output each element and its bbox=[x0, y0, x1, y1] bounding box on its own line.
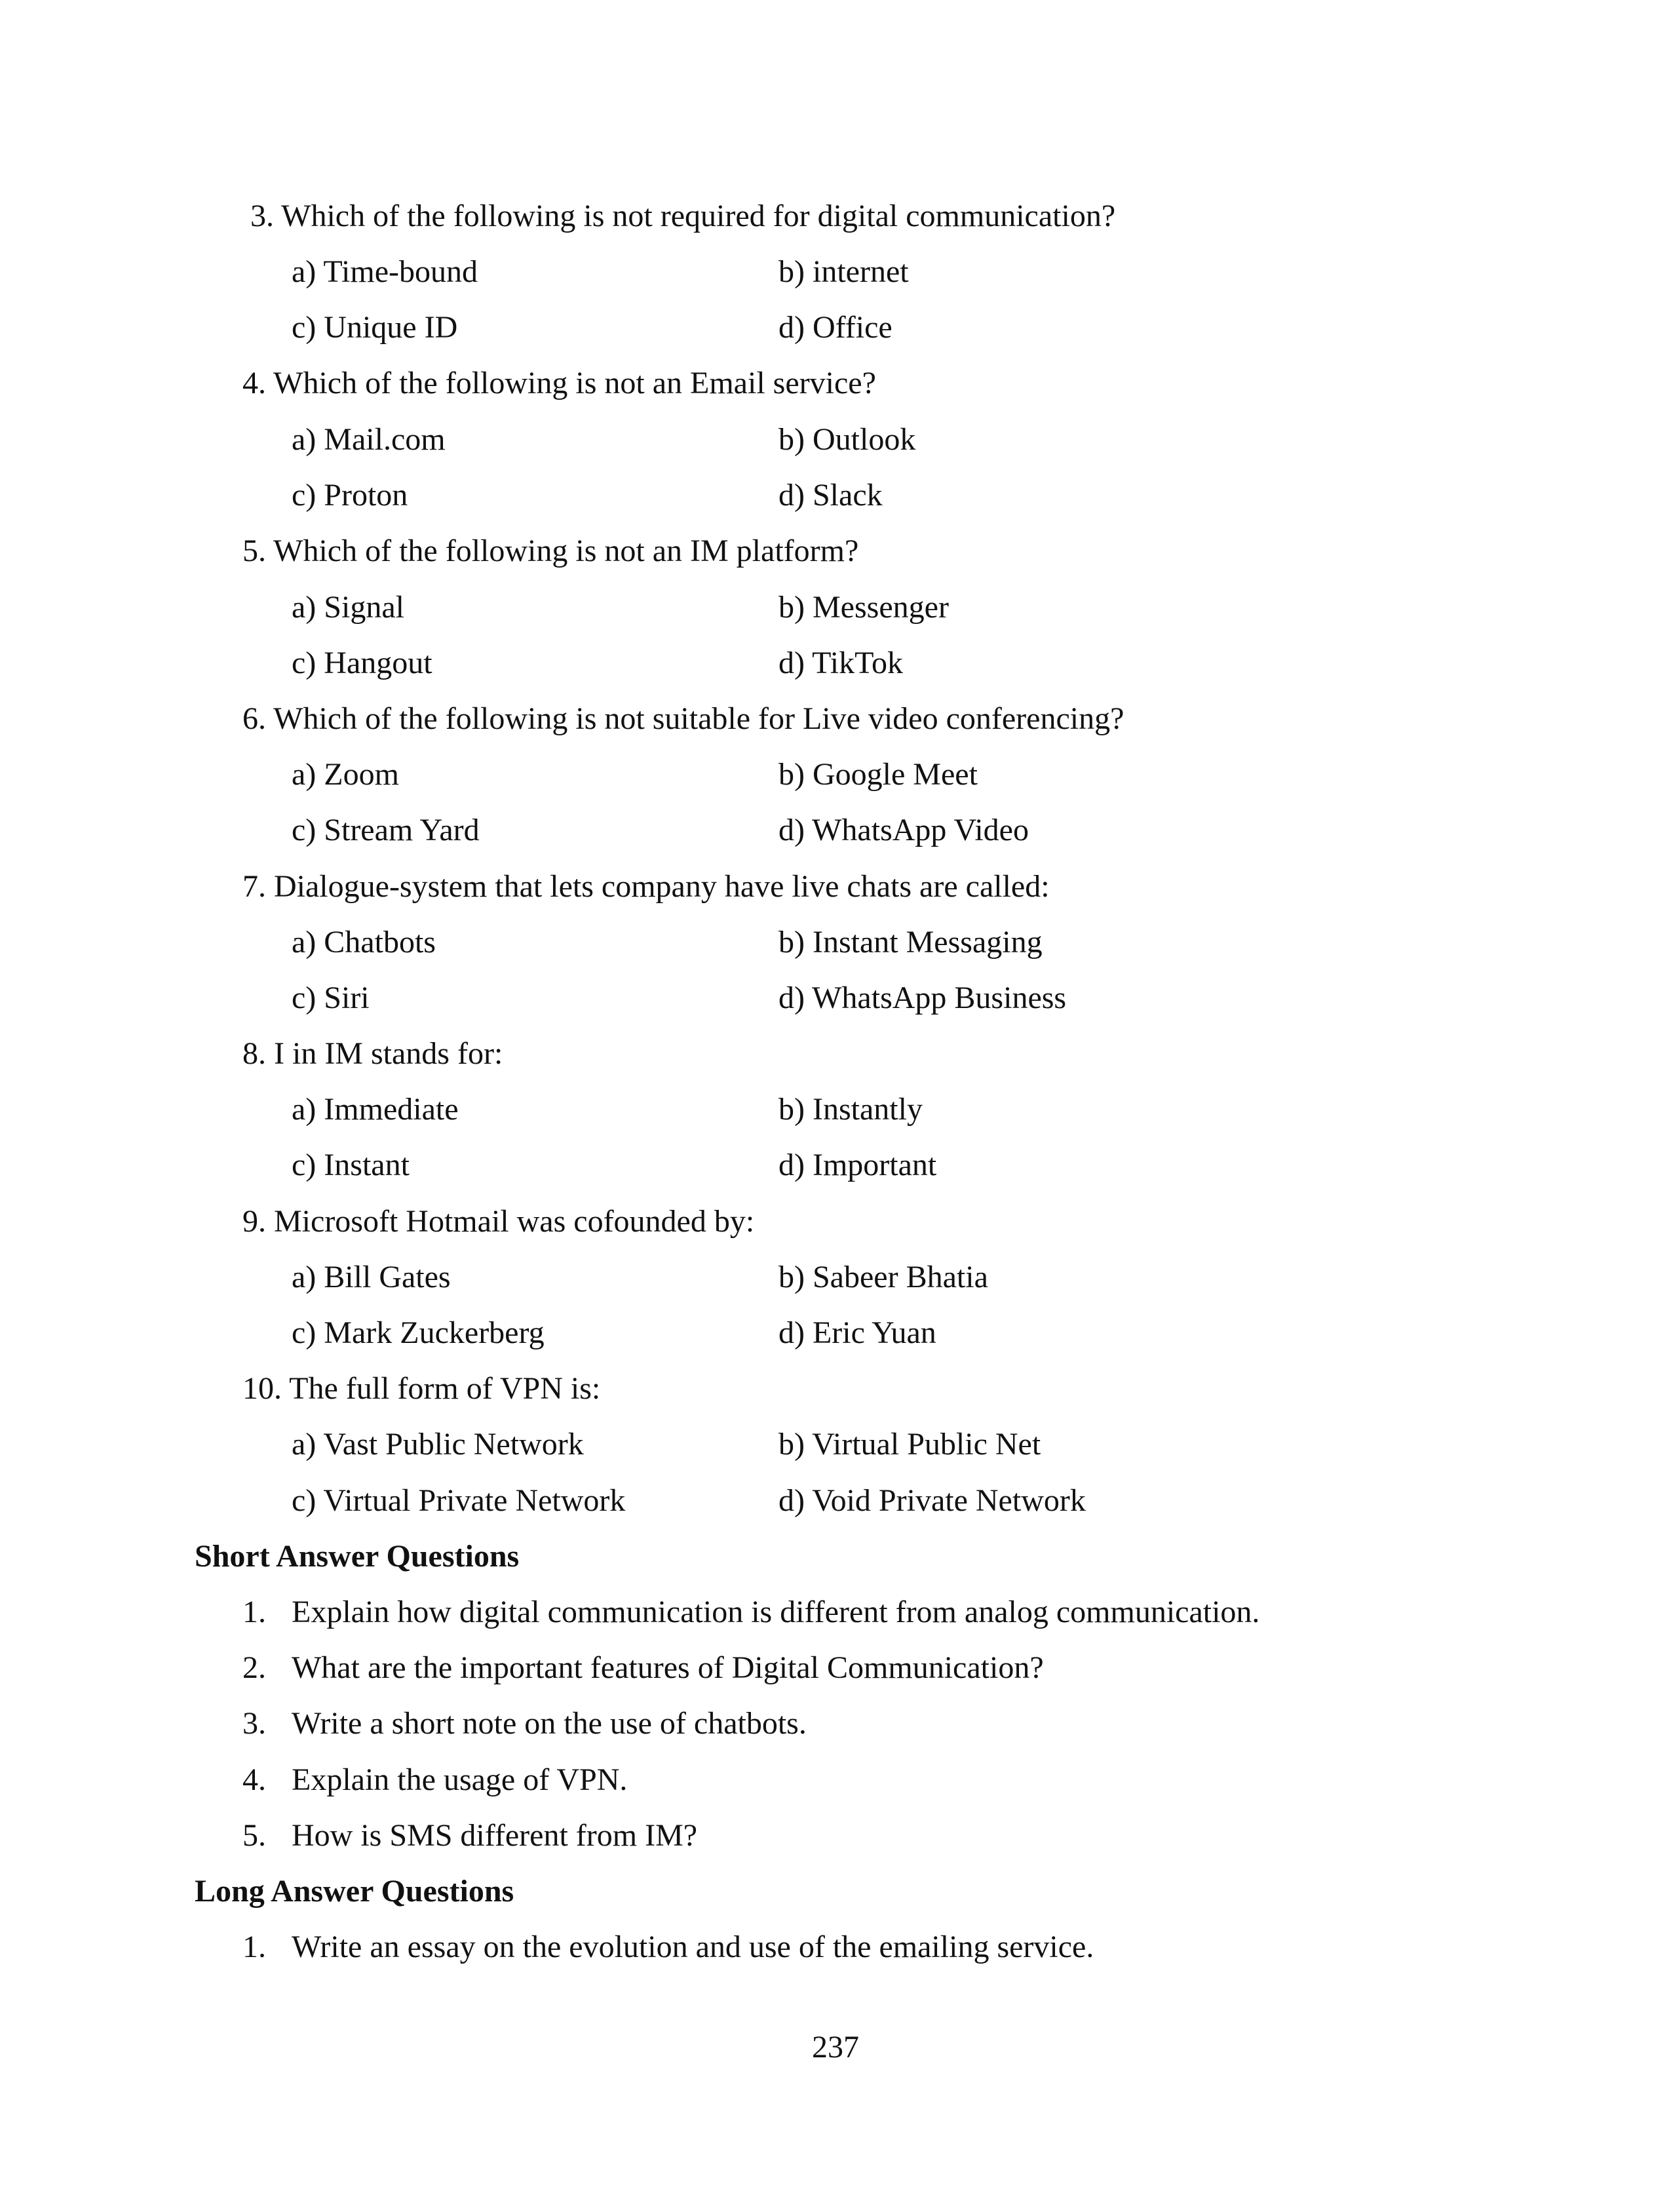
question-4-option-c: c) Proton bbox=[292, 478, 408, 513]
question-10-option-d: d) Void Private Network bbox=[778, 1483, 1086, 1518]
question-8-stem: 8. I in IM stands for: bbox=[242, 1036, 503, 1071]
long-answer-item-1-text: Write an essay on the evolution and use of the emailing service. bbox=[292, 1930, 1094, 1964]
short-answer-item-3-number: 3. bbox=[242, 1706, 266, 1741]
question-4-option-a: a) Mail.com bbox=[292, 422, 446, 457]
question-7-stem: 7. Dialogue-system that lets company have live chats are called: bbox=[242, 869, 1050, 904]
question-9-option-b: b) Sabeer Bhatia bbox=[778, 1260, 988, 1294]
short-answer-item-5-number: 5. bbox=[242, 1818, 266, 1853]
question-8-option-a: a) Immediate bbox=[292, 1092, 459, 1127]
short-answer-item-2-number: 2. bbox=[242, 1650, 266, 1685]
long-answer-heading: Long Answer Questions bbox=[195, 1874, 514, 1909]
question-6-option-d: d) WhatsApp Video bbox=[778, 813, 1029, 847]
short-answer-heading: Short Answer Questions bbox=[195, 1539, 520, 1574]
question-9-option-a: a) Bill Gates bbox=[292, 1260, 451, 1294]
question-9-stem: 9. Microsoft Hotmail was cofounded by: bbox=[242, 1204, 755, 1239]
question-8-option-d: d) Important bbox=[778, 1148, 937, 1182]
short-answer-item-5-text: How is SMS different from IM? bbox=[292, 1818, 698, 1853]
question-3-option-a: a) Time-bound bbox=[292, 254, 478, 289]
question-7-option-a: a) Chatbots bbox=[292, 925, 436, 960]
long-answer-item-1-number: 1. bbox=[242, 1930, 266, 1964]
question-5-stem: 5. Which of the following is not an IM platform? bbox=[242, 534, 859, 568]
question-3-option-d: d) Office bbox=[778, 310, 893, 345]
question-3-option-c: c) Unique ID bbox=[292, 310, 458, 345]
page-number: 237 bbox=[812, 2030, 859, 2065]
short-answer-item-1-text: Explain how digital communication is different from analog communication. bbox=[292, 1595, 1260, 1629]
question-9-option-d: d) Eric Yuan bbox=[778, 1315, 936, 1350]
question-7-option-b: b) Instant Messaging bbox=[778, 925, 1043, 960]
question-4-stem: 4. Which of the following is not an Email service? bbox=[242, 366, 876, 400]
question-5-option-c: c) Hangout bbox=[292, 646, 432, 680]
question-10-stem: 10. The full form of VPN is: bbox=[242, 1371, 601, 1406]
question-4-option-b: b) Outlook bbox=[778, 422, 916, 457]
question-3-option-b: b) internet bbox=[778, 254, 909, 289]
question-10-option-a: a) Vast Public Network bbox=[292, 1427, 584, 1462]
question-7-option-c: c) Siri bbox=[292, 980, 370, 1015]
short-answer-item-1-number: 1. bbox=[242, 1595, 266, 1629]
question-6-option-b: b) Google Meet bbox=[778, 757, 978, 792]
question-5-option-b: b) Messenger bbox=[778, 590, 949, 625]
question-7-option-d: d) WhatsApp Business bbox=[778, 980, 1067, 1015]
question-4-option-d: d) Slack bbox=[778, 478, 883, 513]
question-8-option-c: c) Instant bbox=[292, 1148, 410, 1182]
question-9-option-c: c) Mark Zuckerberg bbox=[292, 1315, 545, 1350]
short-answer-item-4-text: Explain the usage of VPN. bbox=[292, 1762, 628, 1797]
question-6-option-a: a) Zoom bbox=[292, 757, 399, 792]
question-6-stem: 6. Which of the following is not suitable for Live video conferencing? bbox=[242, 701, 1124, 736]
question-3-stem: 3. Which of the following is not required for digital communication? bbox=[250, 199, 1116, 233]
question-10-option-b: b) Virtual Public Net bbox=[778, 1427, 1041, 1462]
question-8-option-b: b) Instantly bbox=[778, 1092, 923, 1127]
question-5-option-d: d) TikTok bbox=[778, 646, 904, 680]
question-5-option-a: a) Signal bbox=[292, 590, 404, 625]
short-answer-item-3-text: Write a short note on the use of chatbots. bbox=[292, 1706, 807, 1741]
short-answer-item-2-text: What are the important features of Digital Communication? bbox=[292, 1650, 1044, 1685]
question-6-option-c: c) Stream Yard bbox=[292, 813, 480, 847]
short-answer-item-4-number: 4. bbox=[242, 1762, 266, 1797]
question-10-option-c: c) Virtual Private Network bbox=[292, 1483, 626, 1518]
